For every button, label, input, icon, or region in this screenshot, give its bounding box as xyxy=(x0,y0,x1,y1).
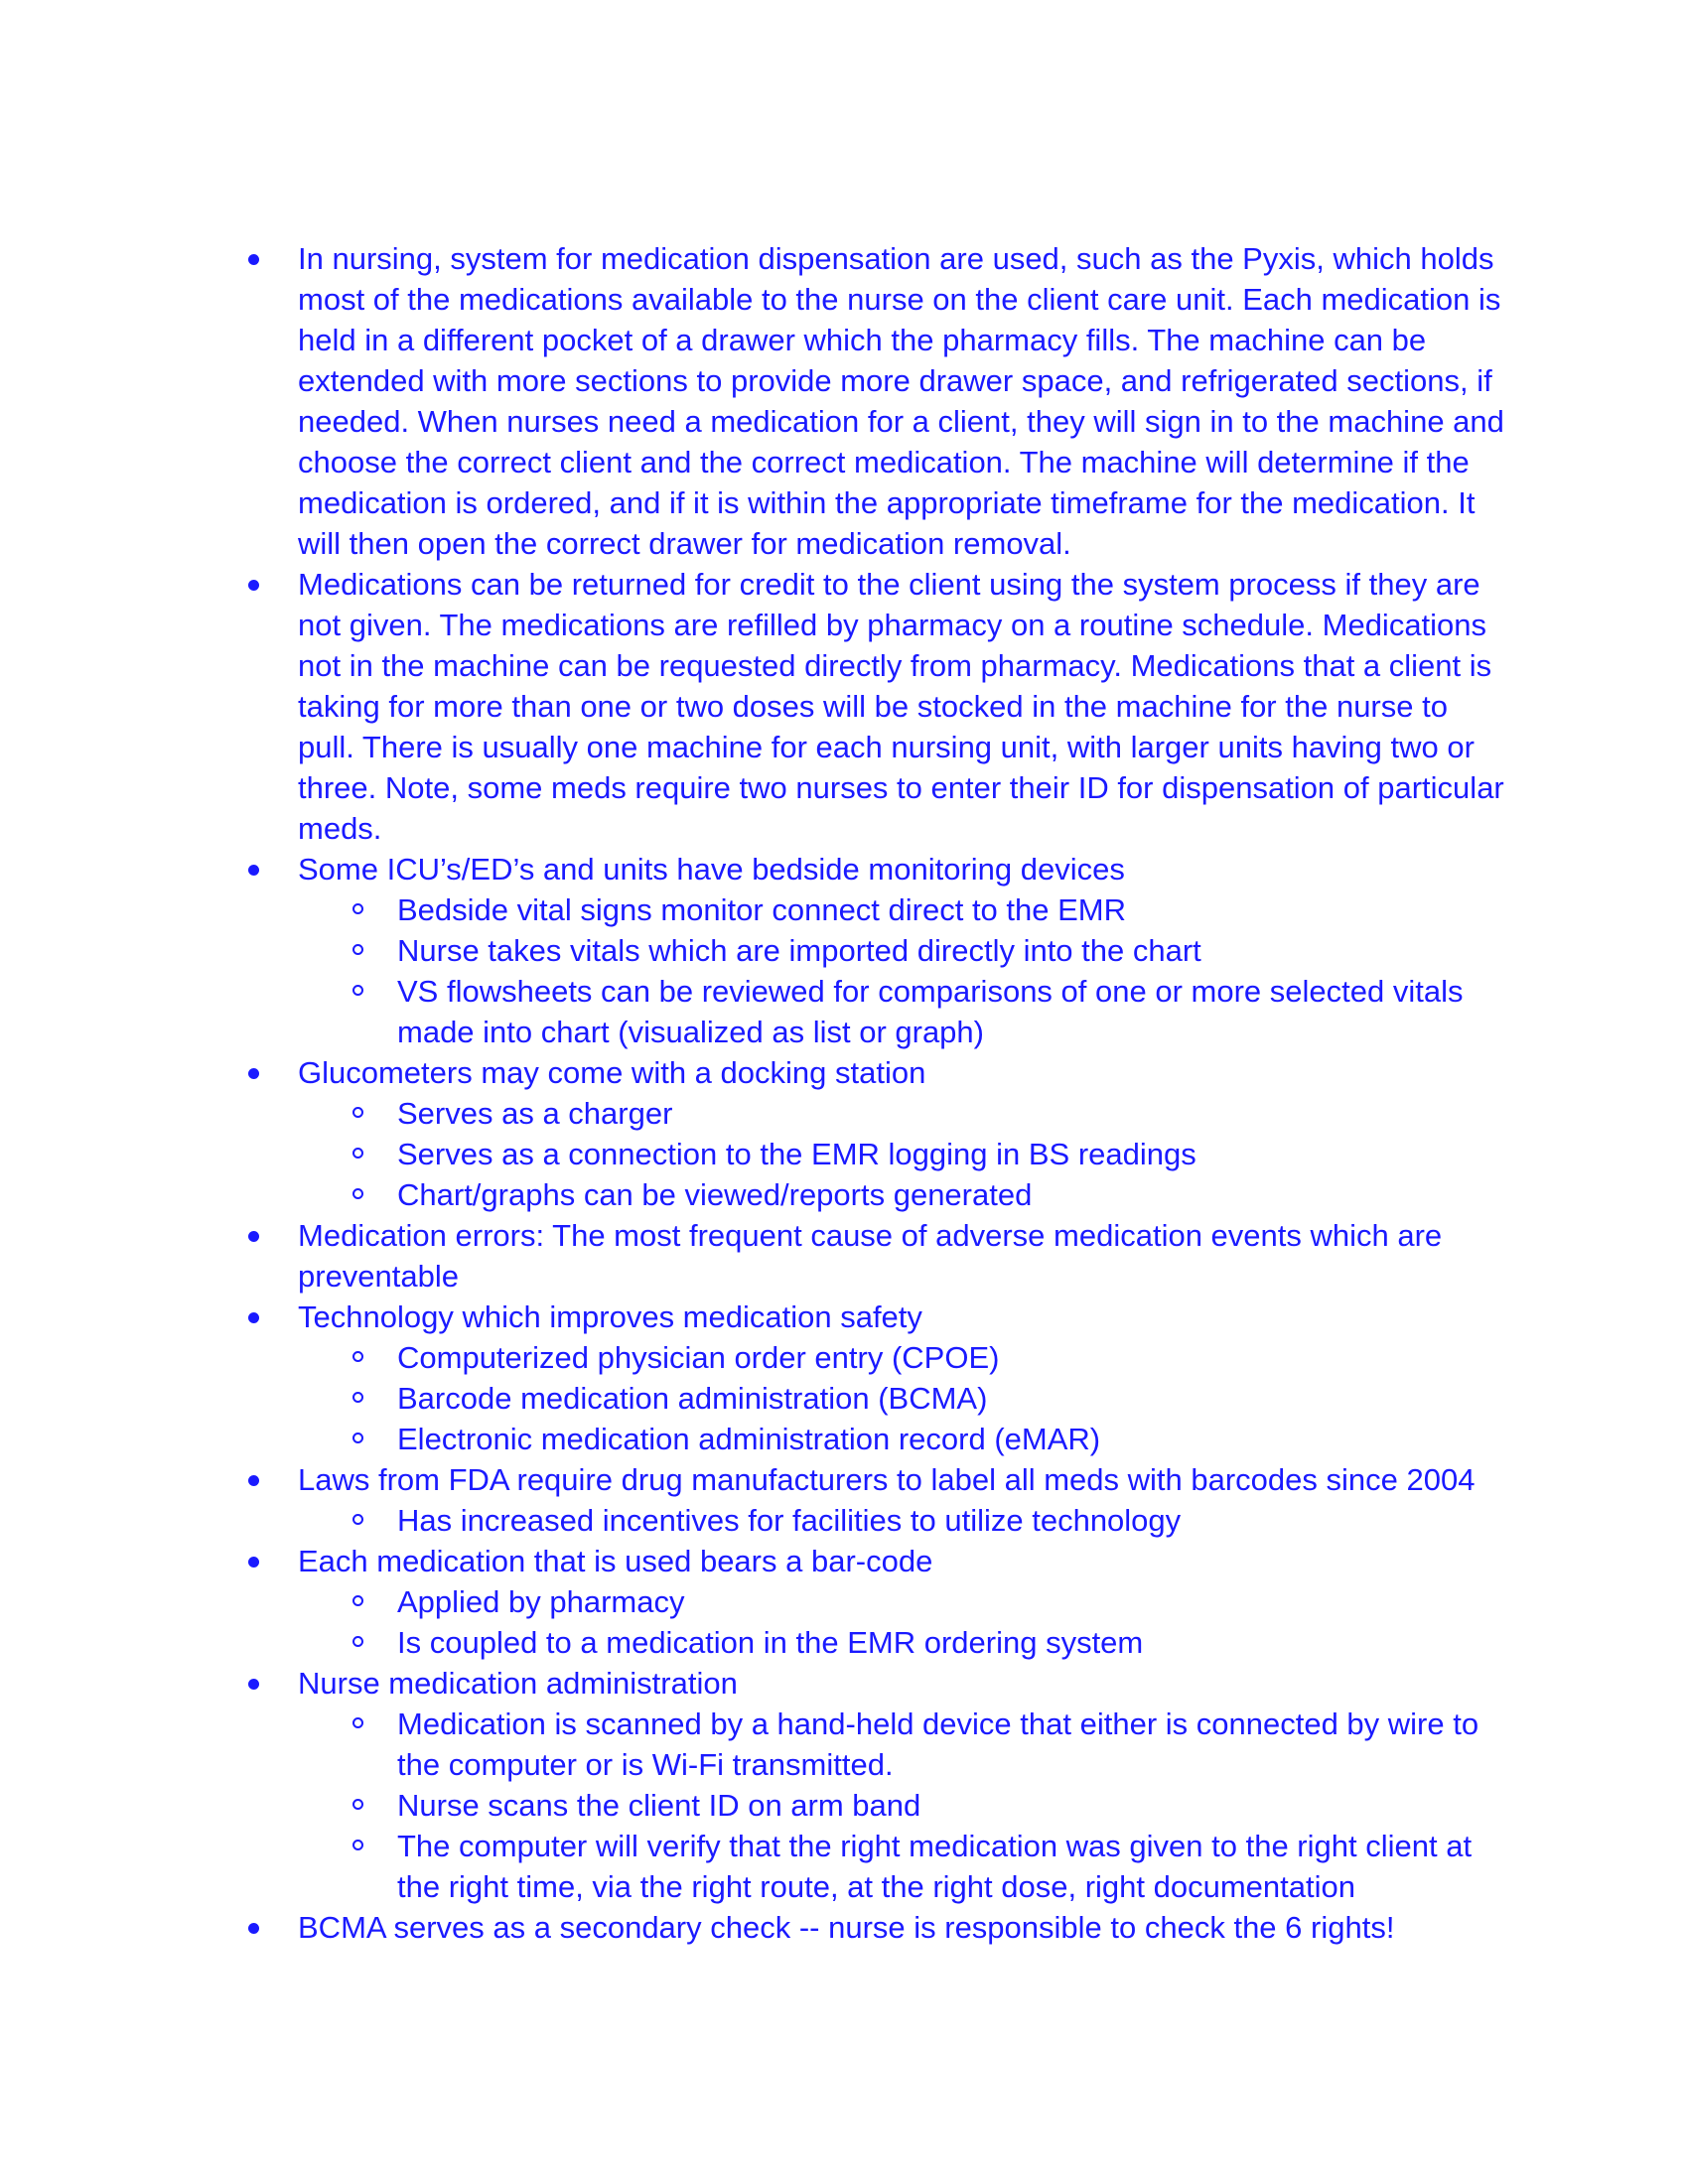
bullet-text: BCMA serves as a secondary check -- nurse is responsible to check the 6 rights! xyxy=(298,1910,1395,1945)
bullet-text: Technology which improves medication safety xyxy=(298,1299,922,1334)
bullet-item xyxy=(243,1052,1504,1215)
circle-bullet-icon xyxy=(352,1840,363,1850)
sub-bullet-text: VS flowsheets can be reviewed for comparisons of one or more selected vitals made into chart (visualized as list or graph) xyxy=(397,974,1464,1049)
circle-bullet-icon xyxy=(352,1514,363,1525)
sub-bullet-text: Nurse takes vitals which are imported directly into the chart xyxy=(397,933,1201,968)
circle-bullet-icon xyxy=(352,1107,363,1118)
bullet-dot-icon xyxy=(248,1679,259,1690)
bullet-text: Laws from FDA require drug manufacturers to label all meds with barcodes since 2004 xyxy=(298,1462,1476,1497)
bullet-dot-icon xyxy=(248,1068,259,1079)
sub-bullet-text: Chart/graphs can be viewed/reports generated xyxy=(397,1177,1033,1212)
sub-bullet-text: Bedside vital signs monitor connect direct to the EMR xyxy=(397,892,1127,927)
sub-bullet-item xyxy=(298,1785,1504,1826)
circle-bullet-icon xyxy=(352,944,363,955)
bullet-item xyxy=(243,1907,1504,1948)
circle-bullet-icon xyxy=(352,1351,363,1362)
sub-bullet-item xyxy=(298,1500,1504,1541)
sub-bullet-item xyxy=(298,889,1504,930)
bullet-text: Medication errors: The most frequent cause of adverse medication events which are preventable xyxy=(298,1218,1443,1294)
sub-bullet-item xyxy=(298,1337,1504,1378)
sub-bullet-list xyxy=(298,1581,1504,1663)
bullet-item xyxy=(243,1541,1504,1663)
document-content xyxy=(243,238,1504,1948)
bullet-item xyxy=(243,1297,1504,1459)
circle-bullet-icon xyxy=(352,985,363,996)
circle-bullet-icon xyxy=(352,1636,363,1647)
bullet-dot-icon xyxy=(248,1231,259,1242)
sub-bullet-text: Barcode medication administration (BCMA) xyxy=(397,1381,988,1416)
sub-bullet-item xyxy=(298,1419,1504,1459)
circle-bullet-icon xyxy=(352,1188,363,1199)
circle-bullet-icon xyxy=(352,1148,363,1159)
sub-bullet-list xyxy=(298,889,1504,1052)
bullet-list xyxy=(243,238,1504,1948)
bullet-dot-icon xyxy=(248,580,259,591)
bullet-text: Nurse medication administration xyxy=(298,1666,738,1701)
sub-bullet-text: Computerized physician order entry (CPOE) xyxy=(397,1340,1000,1375)
sub-bullet-text: Is coupled to a medication in the EMR ordering system xyxy=(397,1625,1144,1660)
sub-bullet-text: Applied by pharmacy xyxy=(397,1584,685,1619)
bullet-dot-icon xyxy=(248,254,259,265)
bullet-item xyxy=(243,1663,1504,1907)
bullet-dot-icon xyxy=(248,1923,259,1934)
bullet-item xyxy=(243,1215,1504,1297)
bullet-dot-icon xyxy=(248,1475,259,1486)
bullet-item xyxy=(243,849,1504,1052)
bullet-item xyxy=(243,238,1504,564)
bullet-item xyxy=(243,1459,1504,1541)
sub-bullet-list xyxy=(298,1500,1504,1541)
circle-bullet-icon xyxy=(352,1717,363,1728)
sub-bullet-item xyxy=(298,1704,1504,1785)
sub-bullet-text: Electronic medication administration record (eMAR) xyxy=(397,1422,1101,1456)
sub-bullet-list xyxy=(298,1337,1504,1459)
bullet-text: In nursing, system for medication dispensation are used, such as the Pyxis, which holds most of the medications available to the nurse on the client care unit. Each medication is held in a different pocket of a drawer which the pharmacy fills. The machine can be extended with more sections to provide more drawer space, and refrigerated sections, if needed. When nurses need a medication for a client, they will sign in to the machine and choose the correct client and the correct medication. The machine will determine if the medication is ordered, and if it is within the appropriate timeframe for the medication. It will then open the correct drawer for medication removal. xyxy=(298,241,1504,561)
bullet-item xyxy=(243,564,1504,849)
circle-bullet-icon xyxy=(352,903,363,914)
bullet-dot-icon xyxy=(248,1557,259,1568)
bullet-dot-icon xyxy=(248,1312,259,1323)
sub-bullet-text: Has increased incentives for facilities to utilize technology xyxy=(397,1503,1182,1538)
bullet-text: Each medication that is used bears a bar-code xyxy=(298,1544,933,1578)
sub-bullet-list xyxy=(298,1093,1504,1215)
bullet-text: Some ICU’s/ED’s and units have bedside monitoring devices xyxy=(298,852,1125,887)
sub-bullet-list xyxy=(298,1704,1504,1907)
circle-bullet-icon xyxy=(352,1595,363,1606)
sub-bullet-item xyxy=(298,1174,1504,1215)
sub-bullet-text: The computer will verify that the right medication was given to the right client at the right time, via the right route, at the right dose, right documentation xyxy=(397,1829,1473,1904)
sub-bullet-item xyxy=(298,971,1504,1052)
sub-bullet-item xyxy=(298,1134,1504,1174)
sub-bullet-item xyxy=(298,1378,1504,1419)
sub-bullet-item xyxy=(298,1581,1504,1622)
sub-bullet-text: Medication is scanned by a hand-held device that either is connected by wire to the computer or is Wi-Fi transmitted. xyxy=(397,1706,1479,1782)
circle-bullet-icon xyxy=(352,1799,363,1810)
sub-bullet-item xyxy=(298,1826,1504,1907)
bullet-dot-icon xyxy=(248,865,259,876)
sub-bullet-item xyxy=(298,1622,1504,1663)
sub-bullet-text: Nurse scans the client ID on arm band xyxy=(397,1788,921,1823)
circle-bullet-icon xyxy=(352,1392,363,1403)
bullet-text: Medications can be returned for credit to the client using the system process if they are not given. The medications are refilled by pharmacy on a routine schedule. Medications not in the machine can be requested directly from pharmacy. Medications that a client is taking for more than one or two doses will be stocked in the machine for the nurse to pull. There is usually one machine for each nursing unit, with larger units having two or three. Note, some meds require two nurses to enter their ID for dispensation of particular meds. xyxy=(298,567,1504,846)
circle-bullet-icon xyxy=(352,1433,363,1443)
sub-bullet-text: Serves as a charger xyxy=(397,1096,673,1131)
sub-bullet-item xyxy=(298,1093,1504,1134)
bullet-text: Glucometers may come with a docking station xyxy=(298,1055,926,1090)
sub-bullet-item xyxy=(298,930,1504,971)
sub-bullet-text: Serves as a connection to the EMR logging in BS readings xyxy=(397,1137,1196,1171)
